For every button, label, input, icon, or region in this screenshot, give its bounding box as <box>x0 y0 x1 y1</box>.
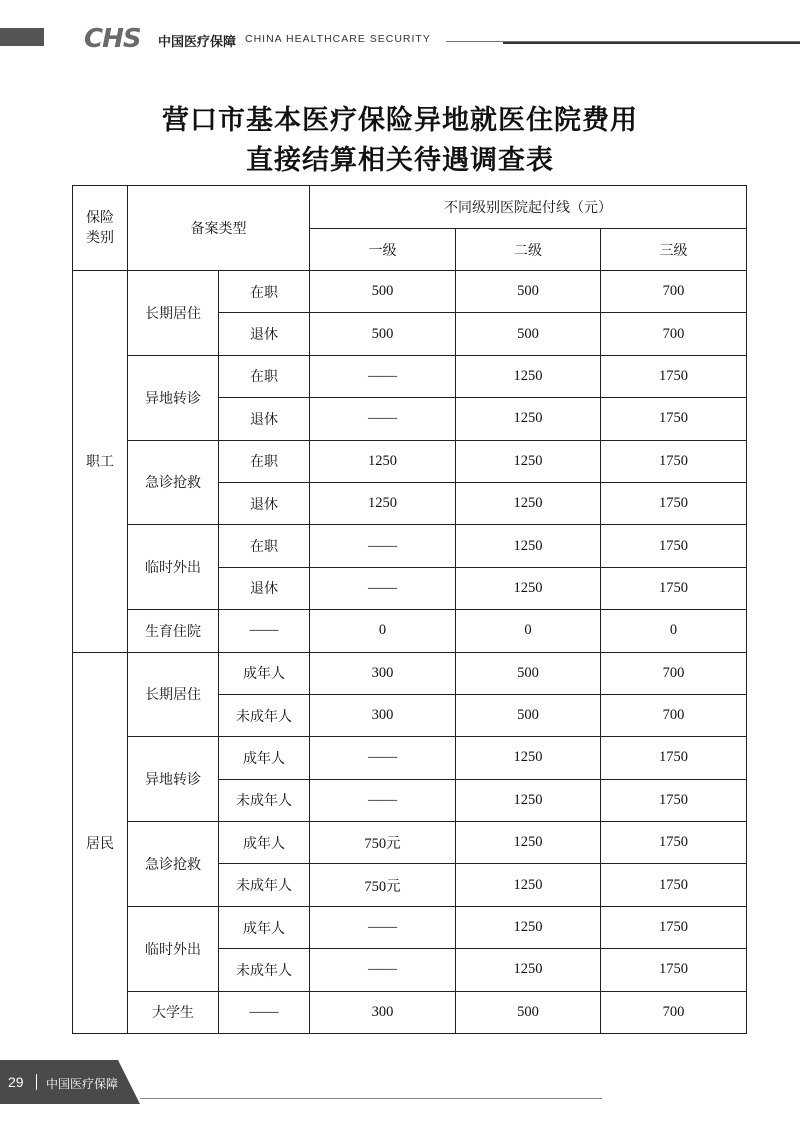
value-cell-level2: 500 <box>456 652 601 694</box>
value-cell-level1: 500 <box>310 313 456 355</box>
footer-brand: 中国医疗保障 <box>46 1077 119 1091</box>
page-title-line1: 营口市基本医疗保险异地就医住院费用 <box>162 105 638 136</box>
value-cell-level1: —— <box>310 398 456 440</box>
header-decor-block <box>0 28 44 46</box>
table-row <box>73 355 747 397</box>
value-cell-level3: 1750 <box>601 779 747 821</box>
employee-maternity-label: 生育住院 <box>128 610 219 652</box>
value-cell-level1: —— <box>310 355 456 397</box>
value-cell-level2: 1250 <box>456 398 601 440</box>
value-cell-level2: 1250 <box>456 482 601 524</box>
header-insurance-type: 保险类别 <box>73 186 128 271</box>
resident-transfer-label: 异地转诊 <box>128 737 219 822</box>
value-cell-level2: 1250 <box>456 906 601 948</box>
value-cell-level2: 500 <box>456 271 601 313</box>
value-cell-level1: 300 <box>310 991 456 1033</box>
table-row <box>73 525 747 567</box>
table-row <box>73 737 747 779</box>
chs-logo: CHS <box>84 24 141 54</box>
status-cell: 在职 <box>219 440 310 482</box>
status-cell: 未成年人 <box>219 864 310 906</box>
value-cell-level1: —— <box>310 567 456 609</box>
value-cell-level1: 500 <box>310 271 456 313</box>
value-cell-level2: 1250 <box>456 440 601 482</box>
header-level1: 一级 <box>310 229 456 271</box>
value-cell-level1: 750元 <box>310 864 456 906</box>
value-cell-level3: 1750 <box>601 567 747 609</box>
resident-category: 居民 <box>73 652 128 1034</box>
status-cell: 退休 <box>219 482 310 524</box>
table-row <box>73 991 747 1033</box>
header-filing-type: 备案类型 <box>128 186 310 271</box>
table-row <box>73 271 747 313</box>
status-cell: 未成年人 <box>219 779 310 821</box>
value-cell-level3: 1750 <box>601 355 747 397</box>
value-cell-level1: —— <box>310 779 456 821</box>
status-cell: 未成年人 <box>219 949 310 991</box>
status-cell: —— <box>219 991 310 1033</box>
value-cell-level3: 1750 <box>601 864 747 906</box>
value-cell-level2: 1250 <box>456 525 601 567</box>
resident-temporary-label: 临时外出 <box>128 906 219 991</box>
resident-long_term-label: 长期居住 <box>128 652 219 737</box>
value-cell-level2: 0 <box>456 610 601 652</box>
employee-temporary-label: 临时外出 <box>128 525 219 610</box>
table-row <box>73 822 747 864</box>
value-cell-level1: 750元 <box>310 822 456 864</box>
value-cell-level1: 1250 <box>310 482 456 524</box>
value-cell-level3: 1750 <box>601 525 747 567</box>
value-cell-level3: 1750 <box>601 398 747 440</box>
value-cell-level2: 1250 <box>456 737 601 779</box>
value-cell-level1: —— <box>310 737 456 779</box>
value-cell-level3: 700 <box>601 271 747 313</box>
employee-emergency-label: 急诊抢救 <box>128 440 219 525</box>
header-level2: 二级 <box>456 229 601 271</box>
value-cell-level3: 1750 <box>601 737 747 779</box>
status-cell: 退休 <box>219 398 310 440</box>
header-rule-bold <box>503 42 800 44</box>
value-cell-level1: 0 <box>310 610 456 652</box>
status-cell: 在职 <box>219 355 310 397</box>
value-cell-level2: 500 <box>456 694 601 736</box>
status-cell: 未成年人 <box>219 694 310 736</box>
value-cell-level1: 300 <box>310 694 456 736</box>
table-row <box>73 440 747 482</box>
status-cell: 成年人 <box>219 906 310 948</box>
value-cell-level1: —— <box>310 949 456 991</box>
status-cell: 退休 <box>219 313 310 355</box>
status-cell: 在职 <box>219 271 310 313</box>
header-brand-en: CHINA HEALTHCARE SECURITY <box>245 33 431 45</box>
employee-transfer-label: 异地转诊 <box>128 355 219 440</box>
treatment-table <box>72 185 747 1034</box>
value-cell-level1: 1250 <box>310 440 456 482</box>
value-cell-level3: 1750 <box>601 440 747 482</box>
status-cell: —— <box>219 610 310 652</box>
value-cell-level3: 1750 <box>601 482 747 524</box>
table-row <box>73 610 747 652</box>
header-level3: 三级 <box>601 229 747 271</box>
value-cell-level2: 1250 <box>456 822 601 864</box>
status-cell: 成年人 <box>219 822 310 864</box>
value-cell-level3: 0 <box>601 610 747 652</box>
status-cell: 成年人 <box>219 737 310 779</box>
value-cell-level1: 300 <box>310 652 456 694</box>
value-cell-level3: 700 <box>601 652 747 694</box>
value-cell-level2: 1250 <box>456 779 601 821</box>
resident-student-label: 大学生 <box>128 991 219 1033</box>
value-cell-level3: 700 <box>601 694 747 736</box>
table-row <box>73 652 747 694</box>
header-brand-cn: 中国医疗保障 <box>158 35 237 50</box>
value-cell-level2: 1250 <box>456 864 601 906</box>
employee-long_term-label: 长期居住 <box>128 271 219 356</box>
resident-emergency-label: 急诊抢救 <box>128 822 219 907</box>
value-cell-level1: —— <box>310 906 456 948</box>
footer-separator <box>36 1074 37 1090</box>
value-cell-level3: 1750 <box>601 822 747 864</box>
value-cell-level2: 1250 <box>456 355 601 397</box>
page-number: 29 <box>8 1074 24 1090</box>
value-cell-level3: 700 <box>601 991 747 1033</box>
value-cell-level1: —— <box>310 525 456 567</box>
value-cell-level3: 1750 <box>601 949 747 991</box>
table-row <box>73 906 747 948</box>
status-cell: 成年人 <box>219 652 310 694</box>
value-cell-level3: 700 <box>601 313 747 355</box>
value-cell-level3: 1750 <box>601 906 747 948</box>
employee-category: 职工 <box>73 271 128 653</box>
footer-rule <box>140 1098 602 1099</box>
value-cell-level2: 1250 <box>456 567 601 609</box>
status-cell: 在职 <box>219 525 310 567</box>
status-cell: 退休 <box>219 567 310 609</box>
header-threshold: 不同级别医院起付线（元） <box>310 186 747 229</box>
page-title-line2: 直接结算相关待遇调查表 <box>246 145 554 176</box>
value-cell-level2: 500 <box>456 991 601 1033</box>
value-cell-level2: 1250 <box>456 949 601 991</box>
value-cell-level2: 500 <box>456 313 601 355</box>
